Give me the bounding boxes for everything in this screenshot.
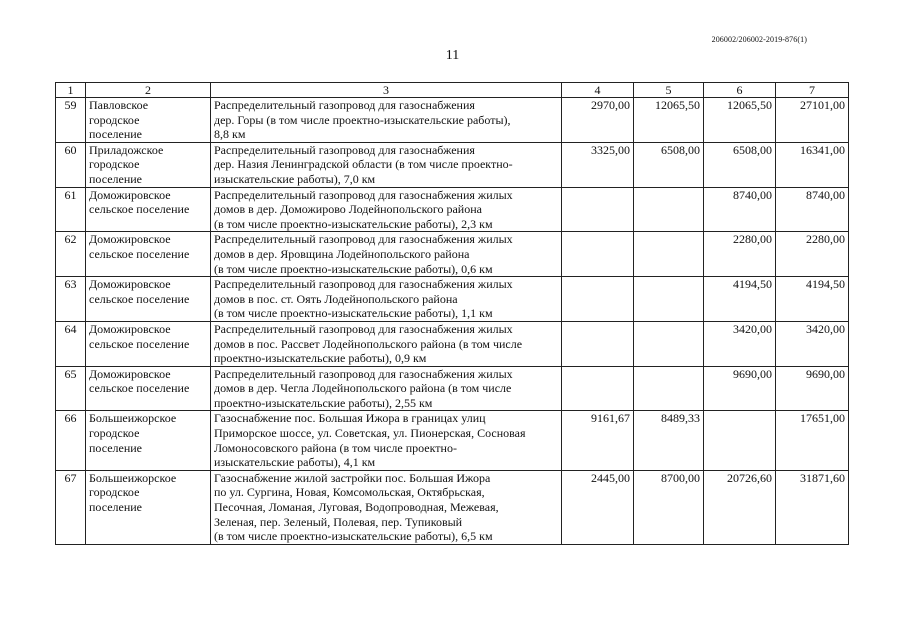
amount-column-5 xyxy=(634,321,704,366)
settlement-name-line: Большеижорское xyxy=(89,470,177,485)
amount-column-6: 3420,00 xyxy=(704,321,776,366)
amount-column-5 xyxy=(634,187,704,232)
project-description-line: Распределительный газопровод для газоснабжения жилых xyxy=(214,232,513,247)
amount-column-7: 17651,00 xyxy=(776,411,849,470)
row-number: 66 xyxy=(56,411,86,470)
project-description-line: (в том числе проектно-изыскательские работы), 1,1 км xyxy=(214,306,493,321)
project-description xyxy=(211,277,562,322)
project-description-line: Распределительный газопровод для газоснабжения жилых xyxy=(214,366,513,381)
amount-column-7: 2280,00 xyxy=(776,232,849,277)
row-number: 60 xyxy=(56,142,86,187)
settlement-name-line: Доможировское xyxy=(89,232,171,247)
project-description-line: домов в пос. Рассвет Лодейнопольского района (в том числе xyxy=(214,336,523,351)
project-description-line: изыскательские работы), 4,1 км xyxy=(214,455,376,470)
amount-column-6: 9690,00 xyxy=(704,366,776,411)
table-row xyxy=(56,366,849,411)
amount-column-5 xyxy=(634,277,704,322)
project-description-line: Распределительный газопровод для газоснабжения жилых xyxy=(214,187,513,202)
project-description-line: Зеленая, пер. Зеленый, Полевая, пер. Тупиковый xyxy=(214,514,463,529)
settlement-name-line: городское xyxy=(89,157,140,172)
amount-column-7: 31871,60 xyxy=(776,470,849,544)
settlement-name-line: Павловское xyxy=(89,98,149,112)
project-description xyxy=(211,321,562,366)
amount-column-5: 12065,50 xyxy=(634,98,704,143)
amount-column-5 xyxy=(634,366,704,411)
settlement-name-line: Доможировское xyxy=(89,366,171,381)
table-row xyxy=(56,187,849,232)
column-header-7: 7 xyxy=(776,83,849,98)
project-description-line: (в том числе проектно-изыскательские работы), 0,6 км xyxy=(214,261,493,276)
settlement-name-line: сельское поселение xyxy=(89,381,190,396)
project-description xyxy=(211,366,562,411)
amount-column-4: 9161,67 xyxy=(562,411,634,470)
project-description-line: проектно-изыскательские работы), 0,9 км xyxy=(214,351,427,366)
project-description-line: дер. Горы (в том числе проектно-изыскательские работы), xyxy=(214,112,511,127)
project-description-line: домов в дер. Доможирово Лодейнопольского района xyxy=(214,202,482,217)
settlement-name xyxy=(86,98,211,143)
amount-column-6: 2280,00 xyxy=(704,232,776,277)
table-row xyxy=(56,142,849,187)
project-description-line: Песочная, Ломаная, Луговая, Водопроводная, Межевая, xyxy=(214,500,499,515)
project-description xyxy=(211,142,562,187)
amount-column-6 xyxy=(704,411,776,470)
settlement-name-line: сельское поселение xyxy=(89,291,190,306)
row-number: 63 xyxy=(56,277,86,322)
settlement-name xyxy=(86,321,211,366)
settlement-name xyxy=(86,187,211,232)
table-row xyxy=(56,470,849,544)
settlement-name-line: поселение xyxy=(89,171,143,186)
amount-column-7: 4194,50 xyxy=(776,277,849,322)
project-description-line: Газоснабжение пос. Большая Ижора в границах улиц xyxy=(214,411,486,426)
settlement-name-line: сельское поселение xyxy=(89,202,190,217)
amount-column-7: 3420,00 xyxy=(776,321,849,366)
page-number: 11 xyxy=(445,48,460,63)
project-description-line: Распределительный газопровод для газоснабжения жилых xyxy=(214,277,513,292)
project-description-line: изыскательские работы), 7,0 км xyxy=(214,171,376,186)
project-description-line: Ломоносовского района (в том числе проектно- xyxy=(214,440,457,455)
settlement-name-line: поселение xyxy=(89,127,143,142)
project-description-line: 8,8 км xyxy=(214,127,246,142)
row-number: 65 xyxy=(56,366,86,411)
table-row xyxy=(56,98,849,143)
settlement-name-line: городское xyxy=(89,112,140,127)
amount-column-5: 8700,00 xyxy=(634,470,704,544)
amount-column-7: 8740,00 xyxy=(776,187,849,232)
amount-column-4 xyxy=(562,321,634,366)
table-row xyxy=(56,411,849,470)
project-description-line: Распределительный газопровод для газоснабжения xyxy=(214,142,475,157)
project-description xyxy=(211,98,562,143)
amount-column-6: 8740,00 xyxy=(704,187,776,232)
document-reference: 206002/206002-2019-876(1) xyxy=(711,35,807,44)
settlement-name-line: поселение xyxy=(89,440,143,455)
column-header-6: 6 xyxy=(704,83,776,98)
project-description-line: Газоснабжение жилой застройки пос. Большая Ижора xyxy=(214,470,491,485)
amount-column-4 xyxy=(562,366,634,411)
project-description xyxy=(211,232,562,277)
amount-column-4: 3325,00 xyxy=(562,142,634,187)
project-description-line: Приморское шоссе, ул. Советская, ул. Пионерская, Сосновая xyxy=(214,426,526,441)
amount-column-4 xyxy=(562,232,634,277)
amount-column-7: 9690,00 xyxy=(776,366,849,411)
project-description-line: (в том числе проектно-изыскательские работы), 6,5 км xyxy=(214,529,493,544)
column-header-5: 5 xyxy=(634,83,704,98)
amount-column-6: 20726,60 xyxy=(704,470,776,544)
settlement-name-line: городское xyxy=(89,485,140,500)
project-description-line: домов в дер. Яровщина Лодейнопольского района xyxy=(214,246,470,261)
amount-column-5: 6508,00 xyxy=(634,142,704,187)
row-number: 61 xyxy=(56,187,86,232)
header-row xyxy=(56,83,849,98)
project-description-line: домов в пос. ст. Оять Лодейнопольского района xyxy=(214,291,458,306)
project-description-line: Распределительный газопровод для газоснабжения жилых xyxy=(214,321,513,336)
project-description xyxy=(211,470,562,544)
settlement-name xyxy=(86,142,211,187)
column-header-4: 4 xyxy=(562,83,634,98)
settlement-name-line: Приладожское xyxy=(89,142,164,157)
project-description-line: (в том числе проектно-изыскательские работы), 2,3 км xyxy=(214,216,493,231)
settlement-name-line: Доможировское xyxy=(89,321,171,336)
settlement-name-line: Доможировское xyxy=(89,277,171,292)
project-description-line: Распределительный газопровод для газоснабжения xyxy=(214,98,475,112)
amount-column-6: 6508,00 xyxy=(704,142,776,187)
amount-column-4 xyxy=(562,187,634,232)
settlement-name xyxy=(86,277,211,322)
amount-column-6: 4194,50 xyxy=(704,277,776,322)
project-description-line: по ул. Сургина, Новая, Комсомольская, Октябрьская, xyxy=(214,485,485,500)
settlement-name-line: поселение xyxy=(89,500,143,515)
amount-column-5: 8489,33 xyxy=(634,411,704,470)
project-description-line: проектно-изыскательские работы), 2,55 км xyxy=(214,395,433,410)
column-header-1: 1 xyxy=(56,83,86,98)
project-description-line: домов в дер. Чегла Лодейнопольского района (в том числе xyxy=(214,381,512,396)
column-header-3: 3 xyxy=(211,83,562,98)
settlement-name xyxy=(86,470,211,544)
table-row xyxy=(56,232,849,277)
amount-column-6: 12065,50 xyxy=(704,98,776,143)
gas-pipeline-table xyxy=(55,82,849,545)
row-number: 64 xyxy=(56,321,86,366)
row-number: 59 xyxy=(56,98,86,143)
amount-column-7: 27101,00 xyxy=(776,98,849,143)
amount-column-7: 16341,00 xyxy=(776,142,849,187)
settlement-name xyxy=(86,232,211,277)
amount-column-4: 2970,00 xyxy=(562,98,634,143)
project-description xyxy=(211,187,562,232)
settlement-name xyxy=(86,366,211,411)
settlement-name-line: городское xyxy=(89,426,140,441)
project-description xyxy=(211,411,562,470)
table-row xyxy=(56,321,849,366)
amount-column-5 xyxy=(634,232,704,277)
amount-column-4 xyxy=(562,277,634,322)
row-number: 67 xyxy=(56,470,86,544)
amount-column-4: 2445,00 xyxy=(562,470,634,544)
table-row xyxy=(56,277,849,322)
settlement-name-line: сельское поселение xyxy=(89,246,190,261)
settlement-name-line: Доможировское xyxy=(89,187,171,202)
settlement-name xyxy=(86,411,211,470)
project-description-line: дер. Назия Ленинградской области (в том числе проектно- xyxy=(214,157,513,172)
row-number: 62 xyxy=(56,232,86,277)
settlement-name-line: Большеижорское xyxy=(89,411,177,426)
table-body xyxy=(56,98,849,545)
settlement-name-line: сельское поселение xyxy=(89,336,190,351)
column-header-2: 2 xyxy=(86,83,211,98)
